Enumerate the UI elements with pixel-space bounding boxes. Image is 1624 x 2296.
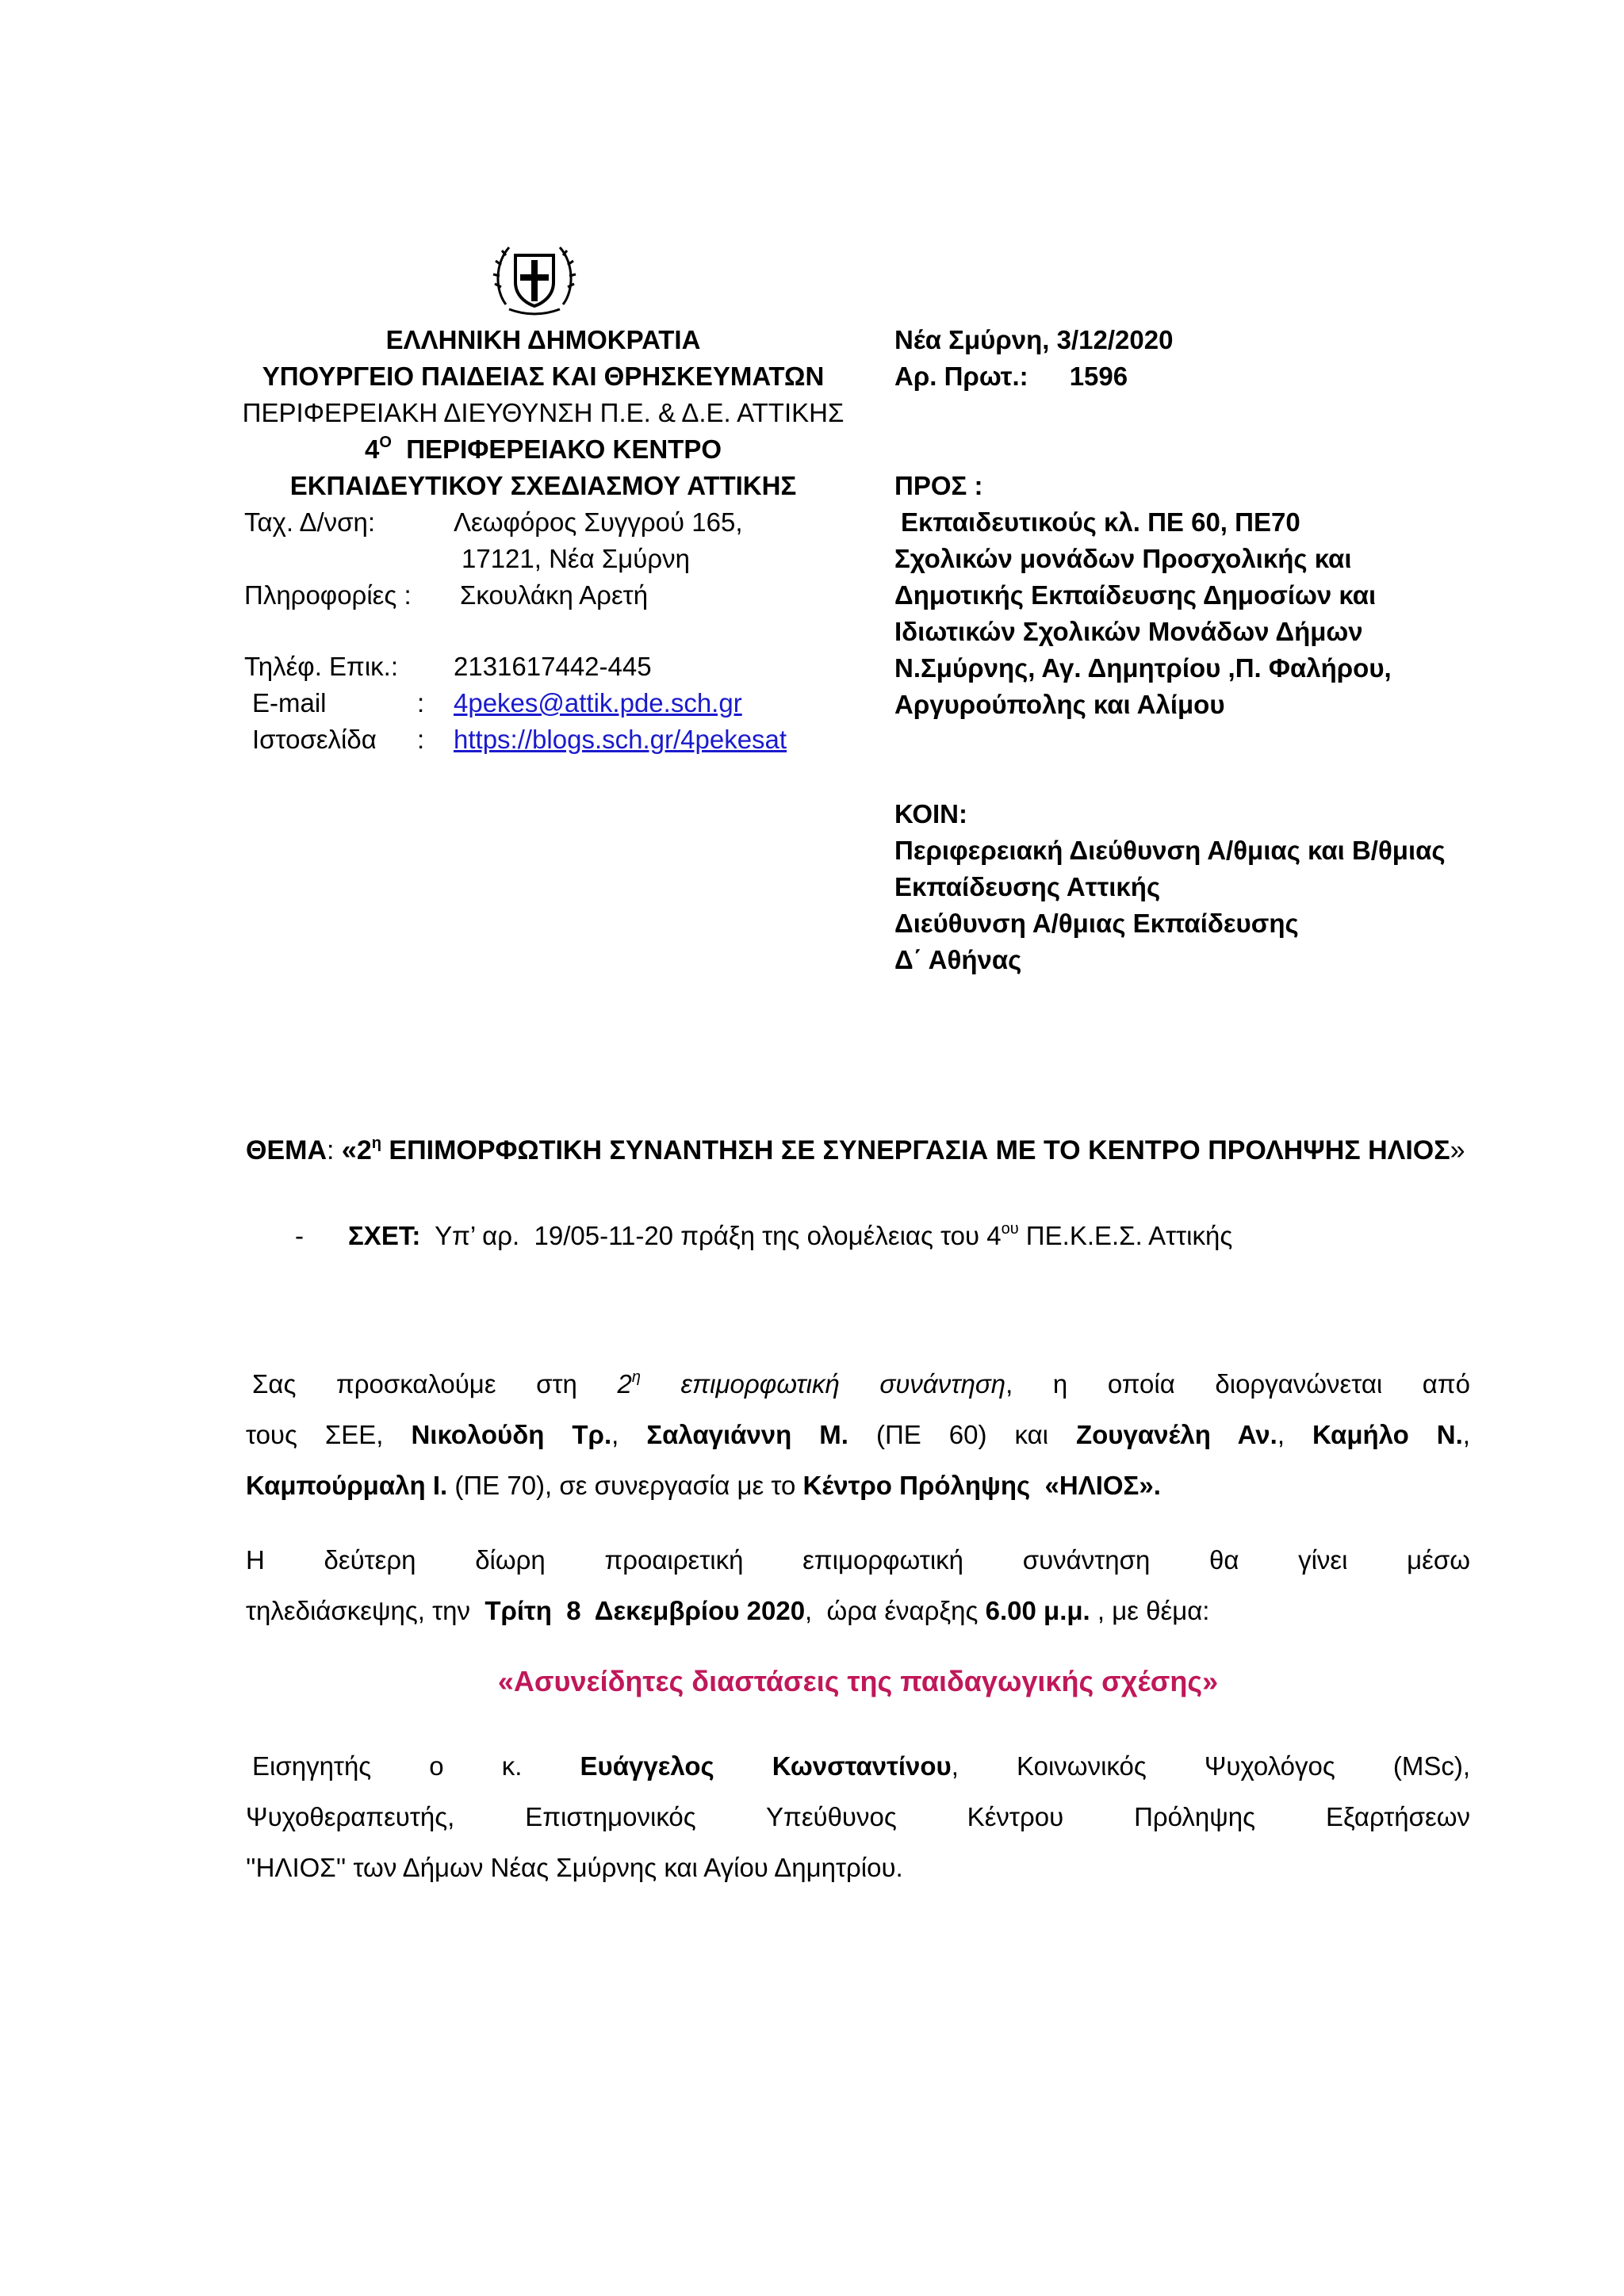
subject-text: ΗΛΙΟΣ [1368,1135,1450,1165]
to-line: Αργυρούπολης και Αλίμου [894,690,1225,719]
reference-dash: - [295,1221,304,1250]
protocol-label: Αρ. Πρωτ.: [894,362,1028,391]
subject-text: ΕΠΙΜΟΡΦΩΤΙΚΗ ΣΥΝΑΝΤΗΣΗ ΣΕ ΣΥΝΕΡΓΑΣΙΑ ΜΕ ΤΟ ΚΕΝΤΡΟ ΠΡΟΛΗΨΗΣ [381,1135,1361,1165]
address-line1: Λεωφόρος Συγγρού 165, [454,507,743,537]
sender-block [238,322,848,504]
website-link[interactable]: https://blogs.sch.gr/4pekesat [454,725,787,754]
info-value: Σκουλάκη Αρετή [460,580,649,610]
speaker-paragraph: Εισηγητής ο κ. Ευάγγελος Κωνσταντίνου, Κοινωνικός Ψυχολόγος (MSc), Ψυχοθεραπευτής, Επιστημονικός Υπεύθυνος Κέντρου Πρόληψης Εξαρτήσεων ''ΗΛΙΟΣ'' των Δήμων Νέας Σμύρνης και Αγίου Δημητρίου. [246,1751,1470,1882]
to-line: Εκπαιδευτικούς κλ. ΠΕ 60, ΠΕ70 [901,507,1300,537]
meeting-paragraph: Η δεύτερη δίωρη προαιρετική επιμορφωτική συνάντηση θα γίνει μέσω τηλεδιάσκεψης, την Τρίτη 8 Δεκεμβρίου 2020, ώρα έναρξης 6.00 μ.μ. , με θέμα: [246,1545,1470,1625]
cc-label: ΚΟΙΝ: [894,799,967,828]
subject: ΘΕΜΑ: «$2^\eta$ ΕΠΙΜΟΡΦΩΤΙΚΗ ΣΥΝΑΝΤΗΣΗ ΣΕ ΣΥΝΕΡΓΑΣΙΑ ΜΕ ΤΟ ΚΕΝΤΡΟ ΠΡΟΛΗΨΗΣ ΗΛΙΟΣ» [246,1134,1465,1165]
email-label: E-mail [252,688,327,718]
reference-label: ΣΧΕΤ: [348,1221,421,1250]
recipients-block [894,322,1592,978]
web-separator: : [417,725,425,754]
invitation-paragraph: Σας προσκαλούμε στη $2^\eta$ επιμορφωτική συνάντηση, η οποία διοργανώνεται από τους ΣΕΕ, Νικολούδη Τρ., Σαλαγιάννη Μ. (ΠΕ 60) και Ζουγανέλη Αν., Καμήλο Ν., Καμπούρμαλη Ι. (ΠΕ 70), σε συνεργασία με το Κέντρο Πρόληψης «ΗΛΙΟΣ». [246,1368,1471,1500]
to-label: ΠΡΟΣ : [894,471,983,500]
info-label: Πληροφορίες : [244,580,412,610]
web-label: Ιστοσελίδα [252,725,377,754]
to-line: Ν.Σμύρνης, Αγ. Δημητρίου ,Π. Φαλήρου, [894,653,1392,683]
cc-line: Εκπαίδευσης Αττικής [894,872,1161,901]
reference: - ΣΧΕΤ: Υπ’ αρ. 19/05-11-20 πράξη της ολομέλειας του $4^{o\upsilon}$ ΠΕ.Κ.Ε.Σ. Αττικής [295,1220,1233,1250]
protocol-number: 1596 [1069,362,1128,391]
address-line2: 17121, Νέα Σμύρνη [462,544,690,573]
sender-line: ΥΠΟΥΡΓΕΙΟ ΠΑΙΔΕΙΑΣ ΚΑΙ ΘΡΗΣΚΕΥΜΑΤΩΝ [262,362,825,391]
place-date: Νέα Σμύρνη, 3/12/2020 [894,325,1174,354]
talk-title: «Ασυνείδητες διαστάσεις της παιδαγωγικής σχέσης» [497,1665,1219,1697]
phone-value: 2131617442-445 [454,652,652,681]
email-link[interactable]: 4pekes@attik.pde.sch.gr [454,688,742,718]
cc-line: Περιφερειακή Διεύθυνση Α/θμιας και Β/θμιας [894,836,1446,865]
email-separator: : [417,688,425,718]
sender-line: $4^O$ ΠΕΡΙΦΕΡΕΙΑΚΟ ΚΕΝΤΡΟ [364,434,722,464]
address-label: Ταχ. Δ/νση: [244,507,376,537]
cc-line: Διεύθυνση Α/θμιας Εκπαίδευσης [894,909,1299,938]
to-line: Σχολικών μονάδων Προσχολικής και [894,544,1352,573]
sender-line: ΕΛΛΗΝΙΚΗ ΔΗΜΟΚΡΑΤΙΑ [385,325,701,354]
to-line: Δημοτικής Εκπαίδευσης Δημοσίων και [894,580,1377,610]
phone-label: Τηλέφ. Επικ.: [244,652,398,681]
greek-coat-of-arms-icon [490,232,579,320]
reference-text: Υπ’ αρ. 19/05-11-20 πράξη της ολομέλειας του 4 [420,1221,1002,1250]
subject-label: ΘΕΜΑ [246,1135,327,1165]
cc-line: Δ΄ Αθήνας [894,945,1022,974]
sender-line: ΕΚΠΑΙΔΕΥΤΙΚΟΥ ΣΧΕΔΙΑΣΜΟΥ ΑΤΤΙΚΗΣ [289,471,797,500]
sender-line: ΠΕΡΙΦΕΡΕΙΑΚΗ ΔΙΕΥΘΥΝΣΗ Π.Ε. & Δ.Ε. ΑΤΤΙΚΗΣ [242,398,845,427]
protocol-row [894,358,1592,395]
to-line: Ιδιωτικών Σχολικών Μονάδων Δήμων [894,617,1363,646]
